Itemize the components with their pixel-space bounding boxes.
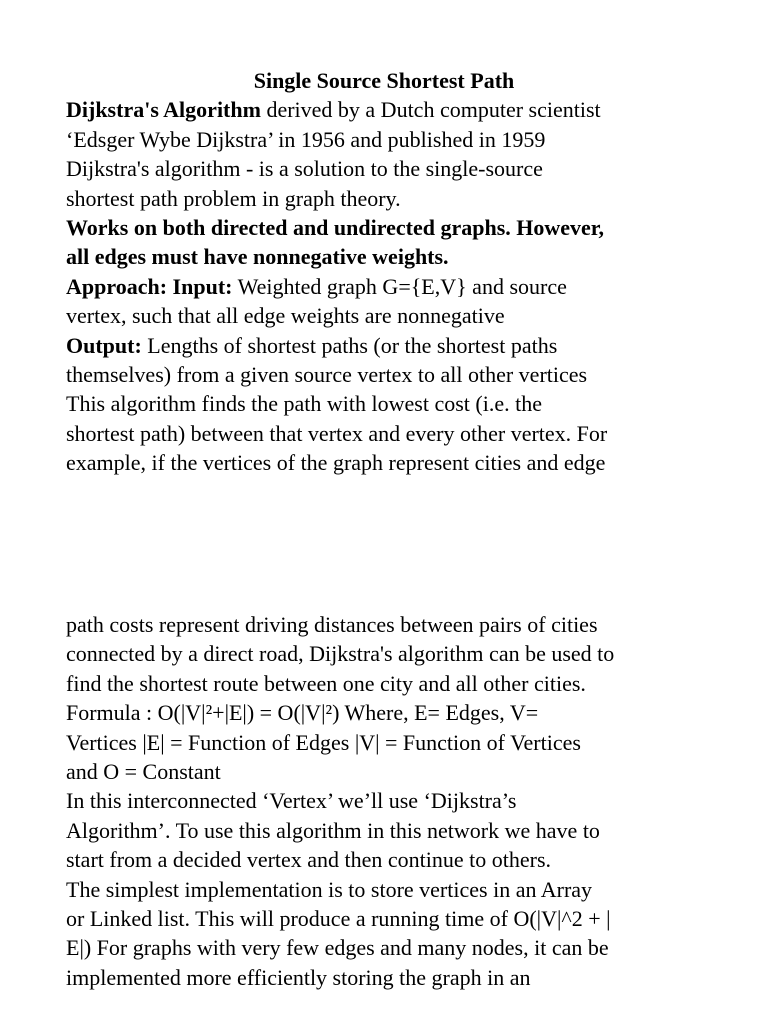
paragraph-line: find the shortest route between one city and all other cities. [66,670,586,696]
paragraph-line: example, if the vertices of the graph represent cities and edge [66,450,606,476]
paragraph-line: path costs represent driving distances between pairs of cities [66,612,598,637]
bold-statement-line: Works on both directed and undirected graphs. However, [66,215,605,241]
paragraph-line: shortest path problem in graph theory. [66,185,401,211]
paragraph-line: This algorithm finds the path with lowest cost (i.e. the [66,391,542,417]
formula-line: Formula : O(|V|²+|E|) = O(|V|²) Where, E= Edges, V= [66,700,539,726]
paragraph-line: The simplest implementation is to store vertices in an Array [66,876,593,902]
text-run: Lengths of shortest paths (or the shortest paths [141,332,558,358]
paragraph-line [66,272,716,301]
text-run: Weighted graph G={E,V} and source [232,273,567,299]
paragraph-line [66,331,716,360]
approach-input-label: Approach: Input: [66,273,233,299]
page-title: Single Source Shortest Path [253,68,515,93]
document-body-top [66,66,716,478]
document-body-bottom [66,610,716,992]
paragraph-line: implemented more efficiently storing the graph in an [66,964,531,990]
paragraph-line [66,95,716,124]
paragraph-line: connected by a direct road, Dijkstra's algorithm can be used to [66,641,615,667]
text-run: derived by a Dutch computer scientist [260,97,601,123]
paragraph-line: or Linked list. This will produce a running time of O(|V|^2 + | [66,906,611,932]
paragraph-line: In this interconnected ‘Vertex’ we’ll use ‘Dijkstra’s [66,788,517,814]
paragraph-line: vertex, such that all edge weights are nonnegative [66,303,505,329]
paragraph-line: E|) For graphs with very few edges and many nodes, it can be [66,935,609,961]
output-label: Output: [66,332,142,358]
bold-statement-line: all edges must have nonnegative weights. [66,244,449,270]
algorithm-name: Dijkstra's Algorithm [66,97,261,123]
paragraph-line: Vertices |E| = Function of Edges |V| = Function of Vertices [66,729,581,755]
paragraph-line: start from a decided vertex and then continue to others. [66,847,552,873]
paragraph-line: ‘Edsger Wybe Dijkstra’ in 1956 and published in 1959 [66,126,546,152]
paragraph-line: shortest path) between that vertex and every other vertex. For [66,420,608,446]
paragraph-line: and O = Constant [66,759,221,785]
paragraph-line: themselves) from a given source vertex to all other vertices [66,362,588,388]
paragraph-line: Dijkstra's algorithm - is a solution to the single-source [66,156,543,182]
paragraph-line: Algorithm’. To use this algorithm in this network we have to [66,817,600,843]
